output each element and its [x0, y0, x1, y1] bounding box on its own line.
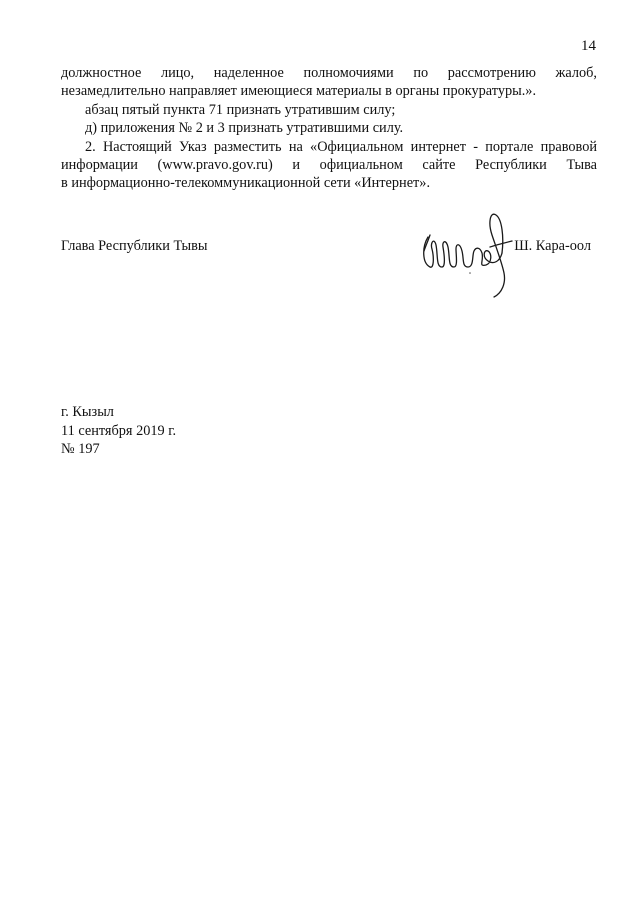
signatory-title: Глава Республики Тывы [61, 238, 208, 254]
signatory-name: Ш. Кара-оол [514, 238, 591, 254]
signature-block [61, 232, 597, 302]
paragraph-line: должностное лицо, наделенное полномочиями по рассмотрению жалоб, [61, 65, 597, 81]
page-number: 14 [581, 38, 596, 54]
paragraph-line: информации (www.pravo.gov.ru) и официальном сайте Республики Тыва [61, 157, 597, 174]
document-date: 11 сентября 2019 г. [61, 422, 177, 439]
handwritten-signature [416, 207, 526, 302]
city: г. Кызыл [61, 404, 114, 420]
paragraph: д) приложения № 2 и 3 признать утратившими силу. [85, 120, 404, 137]
paragraph-line: 2. Настоящий Указ разместить на «Официальном интернет - портале правовой [85, 138, 597, 155]
paragraph-line: в информационно-телекоммуникационной сети «Интернет». [61, 175, 431, 192]
document-number: № 197 [61, 441, 100, 458]
place-date-block [61, 403, 176, 459]
paragraph-line: незамедлительно направляет имеющиеся материалы в органы прокуратуры.». [61, 83, 537, 100]
document-body [61, 64, 597, 193]
paragraph: абзац пятый пункта 71 признать утратившим силу; [85, 101, 396, 118]
